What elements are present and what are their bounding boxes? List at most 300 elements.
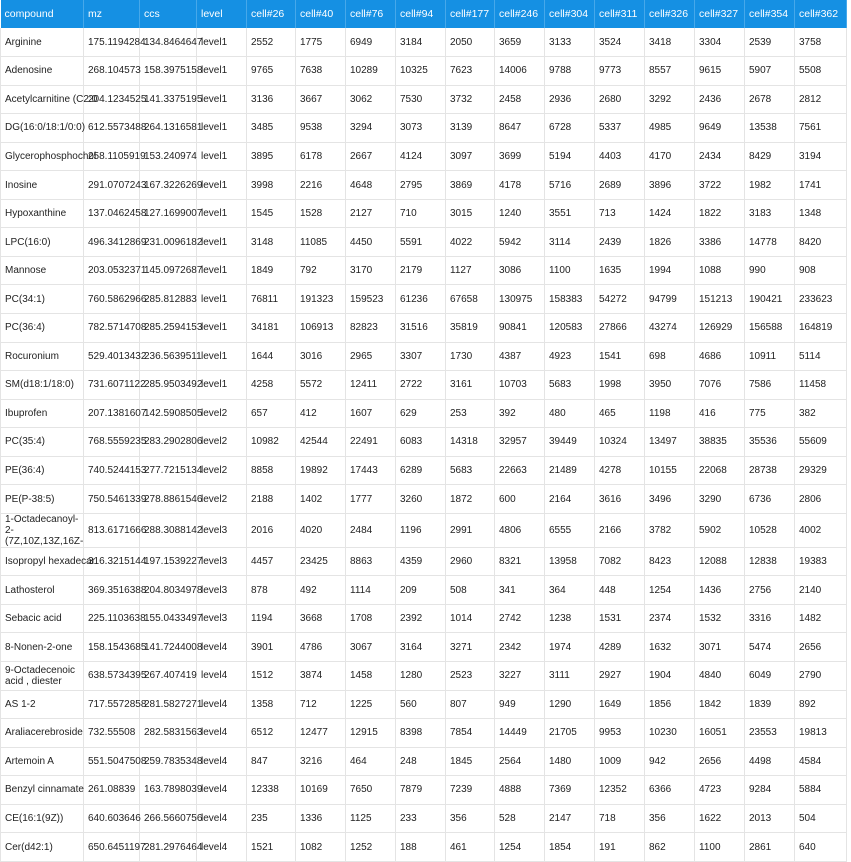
- table-cell: 6366: [645, 776, 695, 805]
- table-cell: 3732: [446, 85, 495, 114]
- table-cell: 8398: [396, 719, 446, 748]
- compound-cell: Hypoxanthine: [1, 199, 84, 228]
- table-cell: 3071: [695, 633, 745, 662]
- table-cell: 4403: [595, 142, 645, 171]
- column-header-cell-76[interactable]: cell#76: [346, 0, 396, 28]
- table-cell: 2188: [247, 485, 296, 514]
- table-cell: 4648: [346, 171, 396, 200]
- table-cell: 1458: [346, 661, 396, 690]
- table-cell: level4: [197, 719, 247, 748]
- table-row: [1, 661, 847, 690]
- table-cell: 13538: [745, 114, 795, 143]
- table-cell: 9615: [695, 57, 745, 86]
- table-row: [1, 513, 847, 547]
- table-cell: 1845: [446, 747, 495, 776]
- column-header-cell-362[interactable]: cell#362: [795, 0, 847, 28]
- table-cell: 120583: [545, 313, 595, 342]
- table-cell: 1635: [595, 256, 645, 285]
- table-cell: 235: [247, 804, 296, 833]
- table-cell: 153.240974: [140, 142, 197, 171]
- table-header-row: [1, 0, 847, 28]
- table-cell: 1252: [346, 833, 396, 862]
- table-cell: 717.5572858: [84, 690, 140, 719]
- compound-cell: Glycerophosphochol: [1, 142, 84, 171]
- table-cell: 10230: [645, 719, 695, 748]
- table-cell: 188: [396, 833, 446, 862]
- table-cell: 7082: [595, 547, 645, 576]
- table-cell: 2458: [495, 85, 545, 114]
- table-cell: 258.1105919: [84, 142, 140, 171]
- table-cell: 878: [247, 576, 296, 605]
- table-cell: 42544: [296, 428, 346, 457]
- table-cell: 283.2902806: [140, 428, 197, 457]
- table-cell: 528: [495, 804, 545, 833]
- table-row: [1, 485, 847, 514]
- table-cell: 22491: [346, 428, 396, 457]
- table-cell: 4584: [795, 747, 847, 776]
- table-cell: 3524: [595, 28, 645, 57]
- table-cell: level1: [197, 256, 247, 285]
- table-cell: 12838: [745, 547, 795, 576]
- table-cell: 2342: [495, 633, 545, 662]
- table-cell: 1998: [595, 371, 645, 400]
- table-cell: 712: [296, 690, 346, 719]
- table-cell: level4: [197, 747, 247, 776]
- table-row: [1, 633, 847, 662]
- table-cell: 1531: [595, 604, 645, 633]
- column-header-mz[interactable]: mz: [84, 0, 140, 28]
- table-cell: 4786: [296, 633, 346, 662]
- table-cell: level4: [197, 776, 247, 805]
- compound-cell: Cer(d42:1): [1, 833, 84, 862]
- table-cell: 1424: [645, 199, 695, 228]
- compound-cell: Sebacic acid: [1, 604, 84, 633]
- table-cell: 12338: [247, 776, 296, 805]
- table-cell: 12411: [346, 371, 396, 400]
- table-cell: 1777: [346, 485, 396, 514]
- table-cell: 19383: [795, 547, 847, 576]
- table-cell: 5474: [745, 633, 795, 662]
- table-cell: 807: [446, 690, 495, 719]
- table-cell: 7650: [346, 776, 396, 805]
- table-cell: 2656: [695, 747, 745, 776]
- table-cell: 782.5714708: [84, 313, 140, 342]
- table-cell: 3184: [396, 28, 446, 57]
- column-header-cell-40[interactable]: cell#40: [296, 0, 346, 28]
- table-cell: 8858: [247, 456, 296, 485]
- table-cell: 657: [247, 399, 296, 428]
- table-cell: 2667: [346, 142, 396, 171]
- table-cell: 768.5559235: [84, 428, 140, 457]
- table-cell: 159523: [346, 285, 396, 314]
- table-cell: 12088: [695, 547, 745, 576]
- table-cell: 480: [545, 399, 595, 428]
- table-cell: 204.1234525: [84, 85, 140, 114]
- table-cell: 2656: [795, 633, 847, 662]
- table-cell: 2756: [745, 576, 795, 605]
- table-cell: 3869: [446, 171, 495, 200]
- table-cell: 650.6451197: [84, 833, 140, 862]
- table-cell: 4170: [645, 142, 695, 171]
- table-cell: 2680: [595, 85, 645, 114]
- table-cell: 1402: [296, 485, 346, 514]
- table-cell: 3668: [296, 604, 346, 633]
- table-cell: 209: [396, 576, 446, 605]
- table-cell: 17443: [346, 456, 396, 485]
- table-cell: 4686: [695, 342, 745, 371]
- table-cell: 2436: [695, 85, 745, 114]
- table-cell: 3183: [745, 199, 795, 228]
- table-cell: 22068: [695, 456, 745, 485]
- compound-cell: Lathosterol: [1, 576, 84, 605]
- table-cell: 291.0707243: [84, 171, 140, 200]
- compound-cell: SM(d18:1/18:0): [1, 371, 84, 400]
- table-cell: level2: [197, 428, 247, 457]
- table-cell: 67658: [446, 285, 495, 314]
- table-cell: 8429: [745, 142, 795, 171]
- compound-cell: PC(34:1): [1, 285, 84, 314]
- table-cell: 278.8861546: [140, 485, 197, 514]
- compound-cell: 1-Octadecanoyl-2-(7Z,10Z,13Z,16Z-: [1, 513, 84, 547]
- table-cell: 10289: [346, 57, 396, 86]
- column-header-cell-354[interactable]: cell#354: [745, 0, 795, 28]
- table-row: [1, 228, 847, 257]
- table-cell: 4178: [495, 171, 545, 200]
- table-cell: 145.0972687: [140, 256, 197, 285]
- table-cell: 1436: [695, 576, 745, 605]
- table-cell: 264.1316581: [140, 114, 197, 143]
- table-cell: 7369: [545, 776, 595, 805]
- table-cell: 560: [396, 690, 446, 719]
- table-cell: 164819: [795, 313, 847, 342]
- table-cell: 1336: [296, 804, 346, 833]
- table-cell: 461: [446, 833, 495, 862]
- table-cell: 942: [645, 747, 695, 776]
- table-cell: 31516: [396, 313, 446, 342]
- table-cell: level1: [197, 28, 247, 57]
- table-cell: 412: [296, 399, 346, 428]
- table-cell: 760.5862966: [84, 285, 140, 314]
- table-row: [1, 142, 847, 171]
- table-cell: 3667: [296, 85, 346, 114]
- table-cell: 1622: [695, 804, 745, 833]
- table-cell: 2439: [595, 228, 645, 257]
- table-cell: level1: [197, 114, 247, 143]
- column-header-cell-94[interactable]: cell#94: [396, 0, 446, 28]
- table-cell: 3260: [396, 485, 446, 514]
- column-header-compound[interactable]: compound: [1, 0, 84, 28]
- table-cell: 3896: [645, 171, 695, 200]
- table-cell: 7638: [296, 57, 346, 86]
- table-cell: 2960: [446, 547, 495, 576]
- table-cell: 3216: [296, 747, 346, 776]
- table-cell: 416: [695, 399, 745, 428]
- table-cell: 2523: [446, 661, 495, 690]
- table-cell: 464: [346, 747, 396, 776]
- table-cell: 90841: [495, 313, 545, 342]
- table-cell: level1: [197, 285, 247, 314]
- table-cell: 203.0532371: [84, 256, 140, 285]
- table-cell: 10169: [296, 776, 346, 805]
- table-cell: 6289: [396, 456, 446, 485]
- table-cell: 3418: [645, 28, 695, 57]
- table-cell: 6083: [396, 428, 446, 457]
- table-cell: 8863: [346, 547, 396, 576]
- table-cell: 3097: [446, 142, 495, 171]
- table-cell: 2936: [545, 85, 595, 114]
- table-cell: 698: [645, 342, 695, 371]
- table-row: [1, 804, 847, 833]
- table-cell: 10911: [745, 342, 795, 371]
- table-row: [1, 399, 847, 428]
- table-cell: 248: [396, 747, 446, 776]
- table-cell: level4: [197, 690, 247, 719]
- table-cell: 356: [446, 804, 495, 833]
- table-cell: 775: [745, 399, 795, 428]
- table-cell: 268.104573: [84, 57, 140, 86]
- table-cell: 126929: [695, 313, 745, 342]
- table-cell: 1125: [346, 804, 396, 833]
- table-row: [1, 371, 847, 400]
- table-cell: 3139: [446, 114, 495, 143]
- column-header-cell-304[interactable]: cell#304: [545, 0, 595, 28]
- table-cell: 6178: [296, 142, 346, 171]
- table-cell: 1348: [795, 199, 847, 228]
- table-cell: 54272: [595, 285, 645, 314]
- table-cell: 1127: [446, 256, 495, 285]
- table-cell: 3551: [545, 199, 595, 228]
- compound-cell: Rocuronium: [1, 342, 84, 371]
- column-header-cell-327[interactable]: cell#327: [695, 0, 745, 28]
- compound-cell: Arginine: [1, 28, 84, 57]
- table-cell: 1854: [545, 833, 595, 862]
- table-cell: 1521: [247, 833, 296, 862]
- table-cell: 28738: [745, 456, 795, 485]
- column-header-cell-26[interactable]: cell#26: [247, 0, 296, 28]
- column-header-cell-326[interactable]: cell#326: [645, 0, 695, 28]
- table-cell: 3133: [545, 28, 595, 57]
- table-cell: 1649: [595, 690, 645, 719]
- table-cell: 2861: [745, 833, 795, 862]
- table-cell: 1290: [545, 690, 595, 719]
- column-header-cell-311[interactable]: cell#311: [595, 0, 645, 28]
- table-cell: 1974: [545, 633, 595, 662]
- table-cell: 2392: [396, 604, 446, 633]
- table-cell: 1240: [495, 199, 545, 228]
- table-cell: 3114: [545, 228, 595, 257]
- table-cell: 3307: [396, 342, 446, 371]
- table-cell: 1358: [247, 690, 296, 719]
- compound-cell: CE(16:1(9Z)): [1, 804, 84, 833]
- table-cell: 731.6071122: [84, 371, 140, 400]
- table-cell: 158383: [545, 285, 595, 314]
- table-cell: 266.5660756: [140, 804, 197, 833]
- table-cell: 163.7898039: [140, 776, 197, 805]
- table-cell: 19892: [296, 456, 346, 485]
- table-cell: 2140: [795, 576, 847, 605]
- table-cell: 740.5244153: [84, 456, 140, 485]
- table-cell: 3292: [645, 85, 695, 114]
- table-row: [1, 85, 847, 114]
- table-cell: 156588: [745, 313, 795, 342]
- table-cell: 7239: [446, 776, 495, 805]
- table-cell: 1512: [247, 661, 296, 690]
- table-cell: 4278: [595, 456, 645, 485]
- table-cell: 6512: [247, 719, 296, 748]
- table-cell: 5591: [396, 228, 446, 257]
- compound-cell: PE(P-38:5): [1, 485, 84, 514]
- table-cell: 492: [296, 576, 346, 605]
- table-cell: 1982: [745, 171, 795, 200]
- table-cell: 465: [595, 399, 645, 428]
- table-cell: 106913: [296, 313, 346, 342]
- table-cell: 1541: [595, 342, 645, 371]
- column-header-cell-177[interactable]: cell#177: [446, 0, 495, 28]
- table-cell: 3758: [795, 28, 847, 57]
- table-cell: 3067: [346, 633, 396, 662]
- table-cell: 267.407419: [140, 661, 197, 690]
- table-cell: level2: [197, 399, 247, 428]
- table-row: [1, 747, 847, 776]
- table-cell: 3895: [247, 142, 296, 171]
- table-cell: 2016: [247, 513, 296, 547]
- table-cell: 6049: [745, 661, 795, 690]
- table-cell: 2678: [745, 85, 795, 114]
- table-cell: 1708: [346, 604, 396, 633]
- table-cell: 1225: [346, 690, 396, 719]
- table-cell: 341: [495, 576, 545, 605]
- table-cell: 1100: [695, 833, 745, 862]
- table-cell: 14006: [495, 57, 545, 86]
- table-cell: 4498: [745, 747, 795, 776]
- table-cell: 3294: [346, 114, 396, 143]
- table-cell: 55609: [795, 428, 847, 457]
- table-cell: 7076: [695, 371, 745, 400]
- table-cell: 1528: [296, 199, 346, 228]
- table-cell: 3874: [296, 661, 346, 690]
- table-row: [1, 428, 847, 457]
- table-cell: 612.5573488: [84, 114, 140, 143]
- table-cell: 94799: [645, 285, 695, 314]
- table-cell: 3998: [247, 171, 296, 200]
- table-row: [1, 199, 847, 228]
- table-cell: level1: [197, 142, 247, 171]
- table-cell: 4450: [346, 228, 396, 257]
- table-cell: 7879: [396, 776, 446, 805]
- table-cell: 261.08839: [84, 776, 140, 805]
- table-cell: 640: [795, 833, 847, 862]
- compound-cell: 9-Octadecenoic acid , diester: [1, 661, 84, 690]
- column-header-cell-246[interactable]: cell#246: [495, 0, 545, 28]
- table-cell: 1198: [645, 399, 695, 428]
- table-cell: 1826: [645, 228, 695, 257]
- table-cell: 8557: [645, 57, 695, 86]
- table-cell: 76811: [247, 285, 296, 314]
- table-cell: 718: [595, 804, 645, 833]
- table-cell: 7561: [795, 114, 847, 143]
- table-cell: 356: [645, 804, 695, 833]
- table-cell: 285.812883: [140, 285, 197, 314]
- table-cell: 5194: [545, 142, 595, 171]
- table-cell: 3485: [247, 114, 296, 143]
- table-cell: 38835: [695, 428, 745, 457]
- table-cell: 3950: [645, 371, 695, 400]
- compound-cell: 8-Nonen-2-one: [1, 633, 84, 662]
- table-cell: 10703: [495, 371, 545, 400]
- table-cell: 2434: [695, 142, 745, 171]
- table-cell: 2722: [396, 371, 446, 400]
- table-cell: 3901: [247, 633, 296, 662]
- compound-cell: Ibuprofen: [1, 399, 84, 428]
- table-cell: 9773: [595, 57, 645, 86]
- table-cell: 3316: [745, 604, 795, 633]
- table-cell: 1644: [247, 342, 296, 371]
- table-row: [1, 456, 847, 485]
- table-cell: 3111: [545, 661, 595, 690]
- table-cell: 141.3375195: [140, 85, 197, 114]
- table-cell: 4923: [545, 342, 595, 371]
- table-cell: level1: [197, 85, 247, 114]
- compound-cell: Inosine: [1, 171, 84, 200]
- table-cell: 3271: [446, 633, 495, 662]
- table-cell: 4985: [645, 114, 695, 143]
- table-row: [1, 114, 847, 143]
- column-header-level[interactable]: level: [197, 0, 247, 28]
- table-cell: 127.1699007: [140, 199, 197, 228]
- table-cell: 1994: [645, 256, 695, 285]
- table-cell: level4: [197, 804, 247, 833]
- table-cell: 392: [495, 399, 545, 428]
- compound-cell: Isopropyl hexadecar: [1, 547, 84, 576]
- table-cell: 2564: [495, 747, 545, 776]
- table-row: [1, 28, 847, 57]
- table-cell: 4840: [695, 661, 745, 690]
- table-cell: 167.3226269: [140, 171, 197, 200]
- table-row: [1, 576, 847, 605]
- compound-cell: PC(35:4): [1, 428, 84, 457]
- table-cell: 316.3215144: [84, 547, 140, 576]
- table-cell: 629: [396, 399, 446, 428]
- table-cell: 253: [446, 399, 495, 428]
- table-cell: 158.1543685: [84, 633, 140, 662]
- table-row: [1, 690, 847, 719]
- table-cell: 4806: [495, 513, 545, 547]
- table-cell: 1194: [247, 604, 296, 633]
- table-cell: 233: [396, 804, 446, 833]
- column-header-ccs[interactable]: ccs: [140, 0, 197, 28]
- table-cell: 2689: [595, 171, 645, 200]
- table-cell: 4289: [595, 633, 645, 662]
- table-row: [1, 285, 847, 314]
- table-cell: 908: [795, 256, 847, 285]
- table-cell: 61236: [396, 285, 446, 314]
- table-cell: 197.1539227: [140, 547, 197, 576]
- table-cell: 2179: [396, 256, 446, 285]
- table-cell: 1482: [795, 604, 847, 633]
- compound-cell: Benzyl cinnamate: [1, 776, 84, 805]
- table-cell: 2552: [247, 28, 296, 57]
- table-cell: 7854: [446, 719, 495, 748]
- table-cell: 14778: [745, 228, 795, 257]
- table-cell: 9538: [296, 114, 346, 143]
- table-cell: 5884: [795, 776, 847, 805]
- table-cell: 600: [495, 485, 545, 514]
- table-cell: 1856: [645, 690, 695, 719]
- table-cell: 8423: [645, 547, 695, 576]
- table-cell: 231.0096182: [140, 228, 197, 257]
- table-cell: 9788: [545, 57, 595, 86]
- table-cell: 281.2976464: [140, 833, 197, 862]
